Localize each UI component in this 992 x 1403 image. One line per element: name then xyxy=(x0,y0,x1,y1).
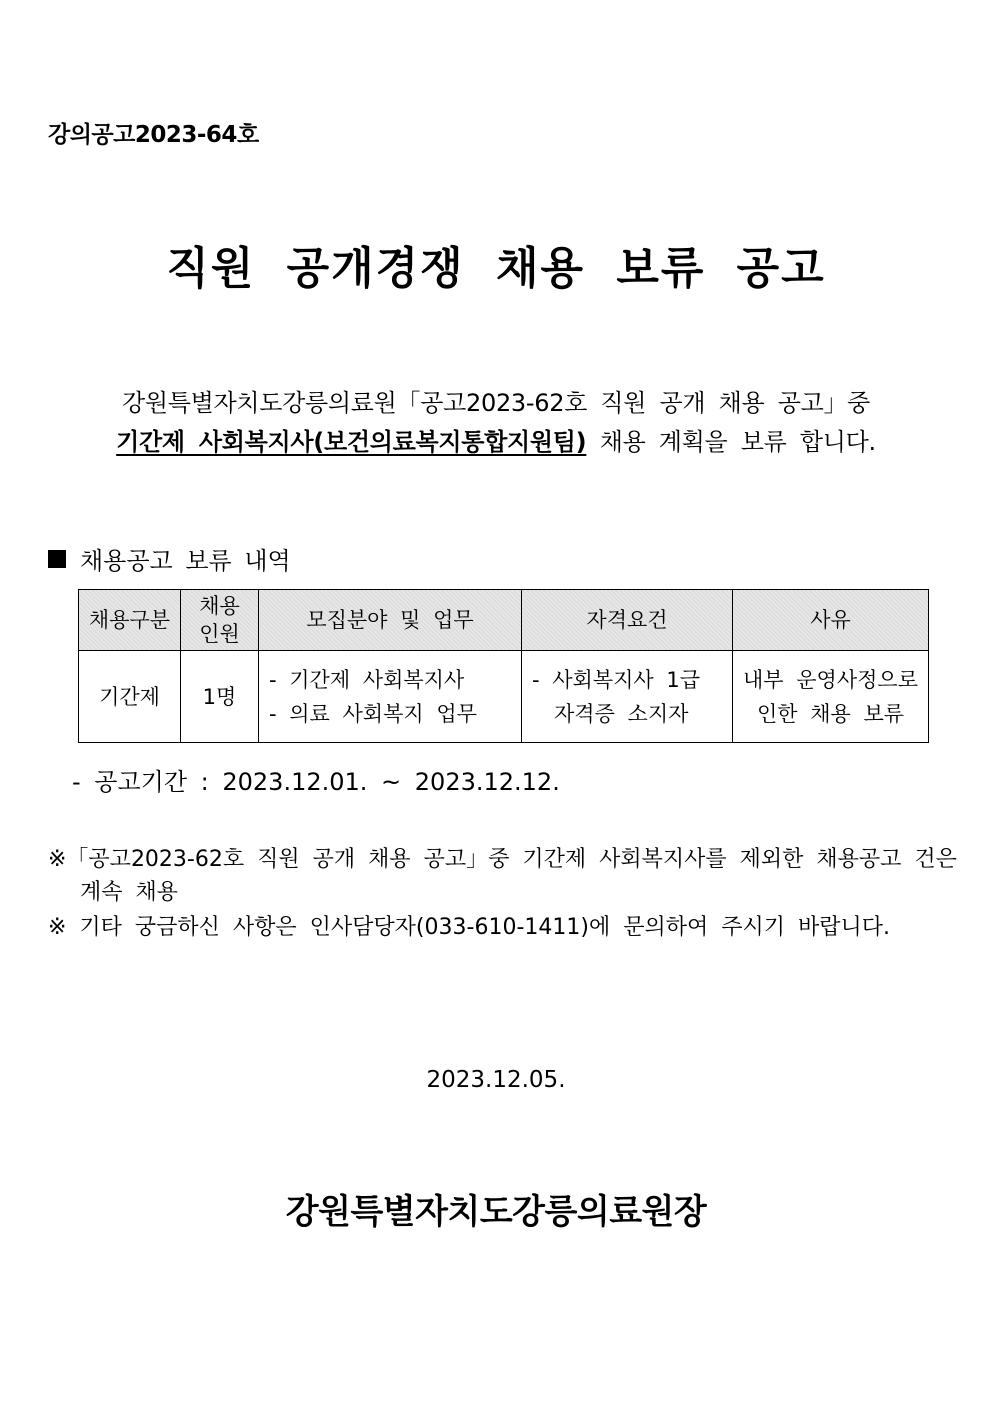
note-1-line-1: ※「공고2023-62호 직원 공개 채용 공고」중 기간제 사회복지사를 제외한 채용공고 건은 xyxy=(48,847,957,872)
intro-emphasis: 기간제 사회복지사(보건의료복지통합지원팀) xyxy=(116,428,587,456)
table-header-row xyxy=(79,590,929,651)
header-count-line-2: 인원 xyxy=(199,622,240,646)
intro-line-2-rest: 채용 계획을 보류 합니다. xyxy=(586,428,876,456)
intro-line-2 xyxy=(0,422,992,457)
reason-line-1: 내부 운영사정으로 xyxy=(743,667,918,692)
header-count-line-1: 채용 xyxy=(199,594,240,618)
header-category: 채용구분 xyxy=(79,590,181,651)
section-heading xyxy=(48,541,291,576)
cell-field xyxy=(259,651,522,743)
document-date: 2023.12.05. xyxy=(426,1067,566,1093)
field-line-1: - 기간제 사회복지사 xyxy=(269,667,465,692)
table-row xyxy=(79,651,929,743)
square-bullet-icon xyxy=(48,550,66,568)
field-line-2: - 의료 사회복지 업무 xyxy=(269,701,477,726)
cell-category: 기간제 xyxy=(79,651,181,743)
section-heading-text: 채용공고 보류 내역 xyxy=(80,547,291,575)
cell-reason xyxy=(733,651,929,743)
issuer-signature: 강원특별자치도강릉의료원장 xyxy=(285,1192,707,1232)
notice-period: - 공고기간 : 2023.12.01. ~ 2023.12.12. xyxy=(72,768,560,796)
qualification-line-1: - 사회복지사 1급 xyxy=(532,667,701,692)
header-reason: 사유 xyxy=(733,590,929,651)
note-1-line-2: 계속 채용 xyxy=(80,880,179,905)
recruitment-table xyxy=(78,589,929,743)
intro-line-1: 강원특별자치도강릉의료원「공고2023-62호 직원 공개 채용 공고」중 xyxy=(121,389,871,417)
cell-count: 1명 xyxy=(181,651,259,743)
qualification-line-2: 자격증 소지자 xyxy=(554,701,689,726)
cell-qualification xyxy=(522,651,733,743)
note-2: ※ 기타 궁금하신 사항은 인사담당자(033-610-1411)에 문의하여 주시기 바랍니다. xyxy=(48,915,890,940)
document-number: 강의공고2023-64호 xyxy=(48,122,259,148)
document-title: 직원 공개경쟁 채용 보류 공고 xyxy=(166,243,826,294)
header-field: 모집분야 및 업무 xyxy=(259,590,522,651)
reason-line-2: 인한 채용 보류 xyxy=(756,701,905,726)
header-count xyxy=(181,590,259,651)
header-qualification: 자격요건 xyxy=(522,590,733,651)
